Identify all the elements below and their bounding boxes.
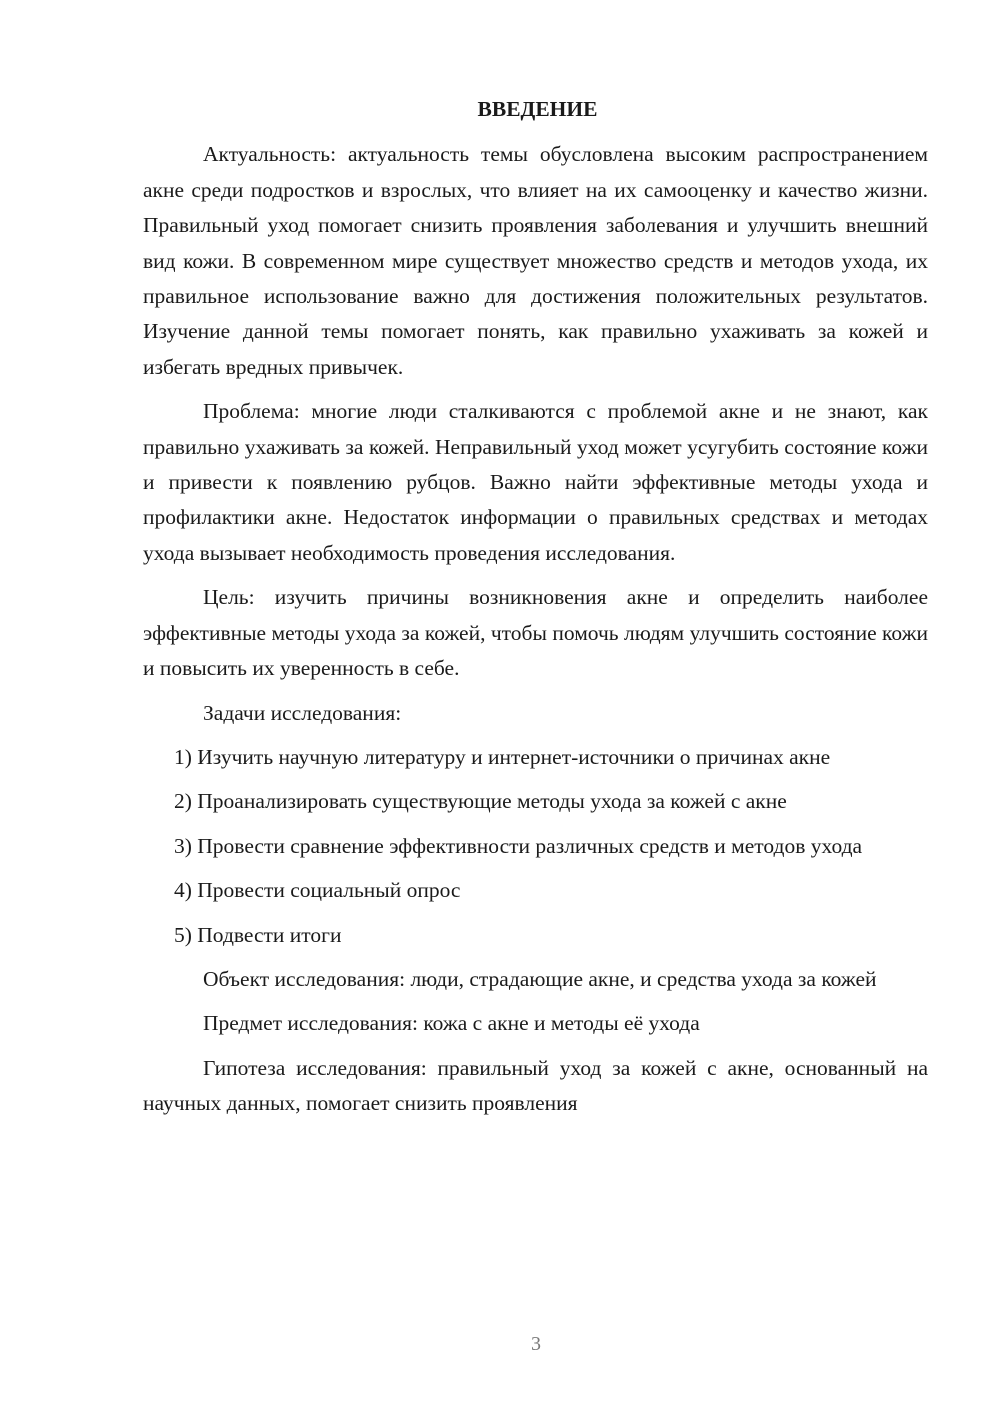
task-item-3: 3) Провести сравнение эффективности различных средств и методов ухода bbox=[174, 833, 863, 858]
subject-paragraph: Предмет исследования: кожа с акне и методы её ухода bbox=[203, 1011, 700, 1036]
tasks-list bbox=[143, 740, 928, 953]
section-title: ВВЕДЕНИЕ bbox=[477, 97, 598, 121]
task-item-1: 1) Изучить научную литературу и интернет-источники о причинах акне bbox=[174, 744, 831, 769]
goal-paragraph: Цель: изучить причины возникновения акне и определить наиболее эффективные методы ухода за кожей, чтобы помочь людям улучшить состояние кожи и повысить их уверенность в себе. bbox=[143, 585, 928, 681]
tasks-heading: Задачи исследования: bbox=[203, 700, 402, 725]
page-number: 3 bbox=[531, 1333, 541, 1355]
object-paragraph: Объект исследования: люди, страдающие акне, и средства ухода за кожей bbox=[203, 966, 877, 991]
task-item-4: 4) Провести социальный опрос bbox=[174, 878, 461, 903]
problem-paragraph: Проблема: многие люди сталкиваются с проблемой акне и не знают, как правильно ухаживать за кожей. Неправильный уход может усугубить состояние кожи и привести к появлению рубцов. Важно найти эффективные методы ухода и профилактики акне. Недостаток информации о правильных средствах и методах ухода вызывает необходимость проведения исследования. bbox=[143, 399, 928, 565]
task-item-2: 2) Проанализировать существующие методы ухода за кожей с акне bbox=[174, 789, 787, 814]
task-item-5: 5) Подвести итоги bbox=[174, 922, 342, 947]
hypothesis-paragraph: Гипотеза исследования: правильный уход за кожей с акне, основанный на научных данных, помогает снизить проявления bbox=[143, 1055, 928, 1116]
document-page bbox=[143, 92, 928, 1131]
relevance-paragraph: Актуальность: актуальность темы обусловлена высоким распространением акне среди подростков и взрослых, что влияет на их самооценку и качество жизни. Правильный уход помогает снизить проявления заболевания и улучшить внешний вид кожи. В современном мире существует множество средств и методов ухода, их правильное использование важно для достижения положительных результатов. Изучение данной темы помогает понять, как правильно ухаживать за кожей и избегать вредных привычек. bbox=[143, 142, 928, 379]
